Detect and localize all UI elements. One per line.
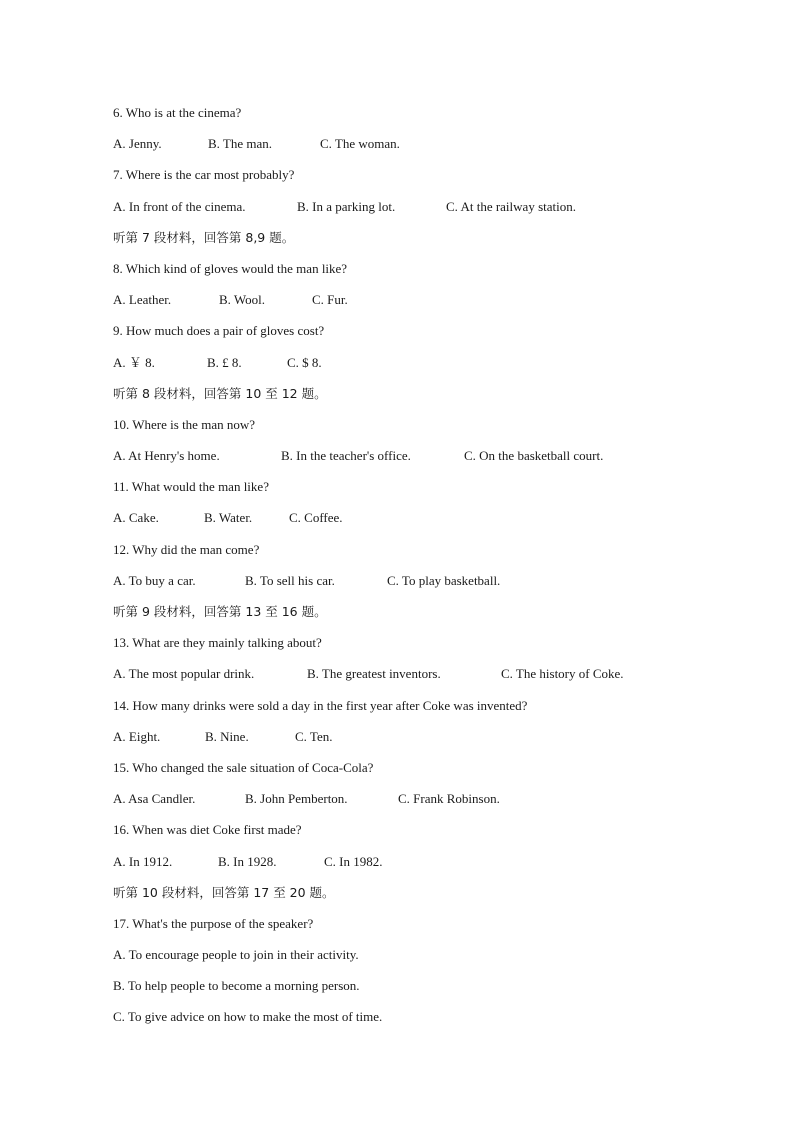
option-c: C. To play basketball. — [387, 572, 501, 588]
section-10-heading: 听第 10 段材料，回答第 17 至 20 题。 — [113, 884, 335, 900]
option-a: A. Eight. — [113, 728, 161, 744]
option-a: A. To buy a car. — [113, 572, 196, 588]
options-16 — [113, 850, 753, 881]
option-b: B. £ 8. — [207, 354, 242, 370]
question-17: 17. What's the purpose of the speaker? — [113, 915, 314, 931]
option-c: C. On the basketball court. — [464, 448, 604, 464]
exam-page — [113, 101, 753, 1037]
question-14: 14. How many drinks were sold a day in the first year after Coke was invented? — [113, 697, 528, 713]
option-a: A. Jenny. — [113, 136, 162, 152]
section-8-heading: 听第 8 段材料，回答第 10 至 12 题。 — [113, 385, 327, 401]
option-a: A. Leather. — [113, 292, 172, 308]
options-14 — [113, 725, 753, 756]
option-b: B. In a parking lot. — [297, 198, 396, 214]
option-a-17: A. To encourage people to join in their activity. — [113, 947, 359, 963]
question-15: 15. Who changed the sale situation of Coca-Cola? — [113, 759, 374, 775]
option-b: B. John Pemberton. — [245, 791, 348, 807]
options-9 — [113, 351, 753, 382]
option-b: B. The man. — [208, 136, 273, 152]
options-11 — [113, 506, 753, 537]
options-12 — [113, 569, 753, 600]
option-c: C. In 1982. — [324, 853, 383, 869]
option-b: B. Water. — [204, 510, 253, 526]
options-10 — [113, 444, 753, 475]
question-6: 6. Who is at the cinema? — [113, 105, 242, 120]
question-16: 16. When was diet Coke first made? — [113, 822, 302, 838]
option-c: C. Fur. — [312, 292, 348, 308]
section-9-heading: 听第 9 段材料，回答第 13 至 16 题。 — [113, 604, 327, 619]
option-b: B. In the teacher's office. — [281, 448, 411, 464]
options-13 — [113, 662, 753, 693]
option-a: A. The most popular drink. — [113, 666, 255, 682]
option-c: C. Ten. — [295, 728, 333, 744]
option-c: C. The history of Coke. — [501, 666, 624, 682]
option-b: B. In 1928. — [218, 853, 277, 869]
options-8 — [113, 288, 753, 319]
options-15 — [113, 787, 753, 818]
option-c: C. Frank Robinson. — [398, 791, 500, 807]
section-7-heading: 听第 7 段材料，回答第 8,9 题。 — [113, 229, 295, 245]
option-a: A. In front of the cinema. — [113, 198, 246, 214]
option-c: C. The woman. — [320, 136, 400, 152]
question-7: 7. Where is the car most probably? — [113, 167, 295, 183]
option-b: B. The greatest inventors. — [307, 666, 441, 682]
option-b: B. Nine. — [205, 728, 249, 744]
question-13: 13. What are they mainly talking about? — [113, 635, 322, 651]
question-8: 8. Which kind of gloves would the man like? — [113, 260, 348, 276]
option-a: A. ￥ 8. — [113, 354, 155, 370]
option-b: B. To sell his car. — [245, 572, 335, 588]
option-a: A. At Henry's home. — [113, 448, 220, 464]
option-c: C. Coffee. — [289, 510, 343, 526]
option-c-17: C. To give advice on how to make the most of time. — [113, 1009, 383, 1025]
option-b-17: B. To help people to become a morning person. — [113, 978, 360, 994]
option-b: B. Wool. — [219, 292, 266, 308]
option-c: C. $ 8. — [287, 354, 322, 370]
options-7 — [113, 195, 753, 226]
question-12: 12. Why did the man come? — [113, 541, 260, 557]
question-9: 9. How much does a pair of gloves cost? — [113, 323, 325, 339]
option-a: A. Cake. — [113, 510, 159, 526]
options-6 — [113, 132, 753, 163]
option-a: A. Asa Candler. — [113, 791, 196, 807]
question-10: 10. Where is the man now? — [113, 416, 255, 432]
question-11: 11. What would the man like? — [113, 479, 269, 495]
option-a: A. In 1912. — [113, 853, 173, 869]
option-c: C. At the railway station. — [446, 198, 576, 214]
